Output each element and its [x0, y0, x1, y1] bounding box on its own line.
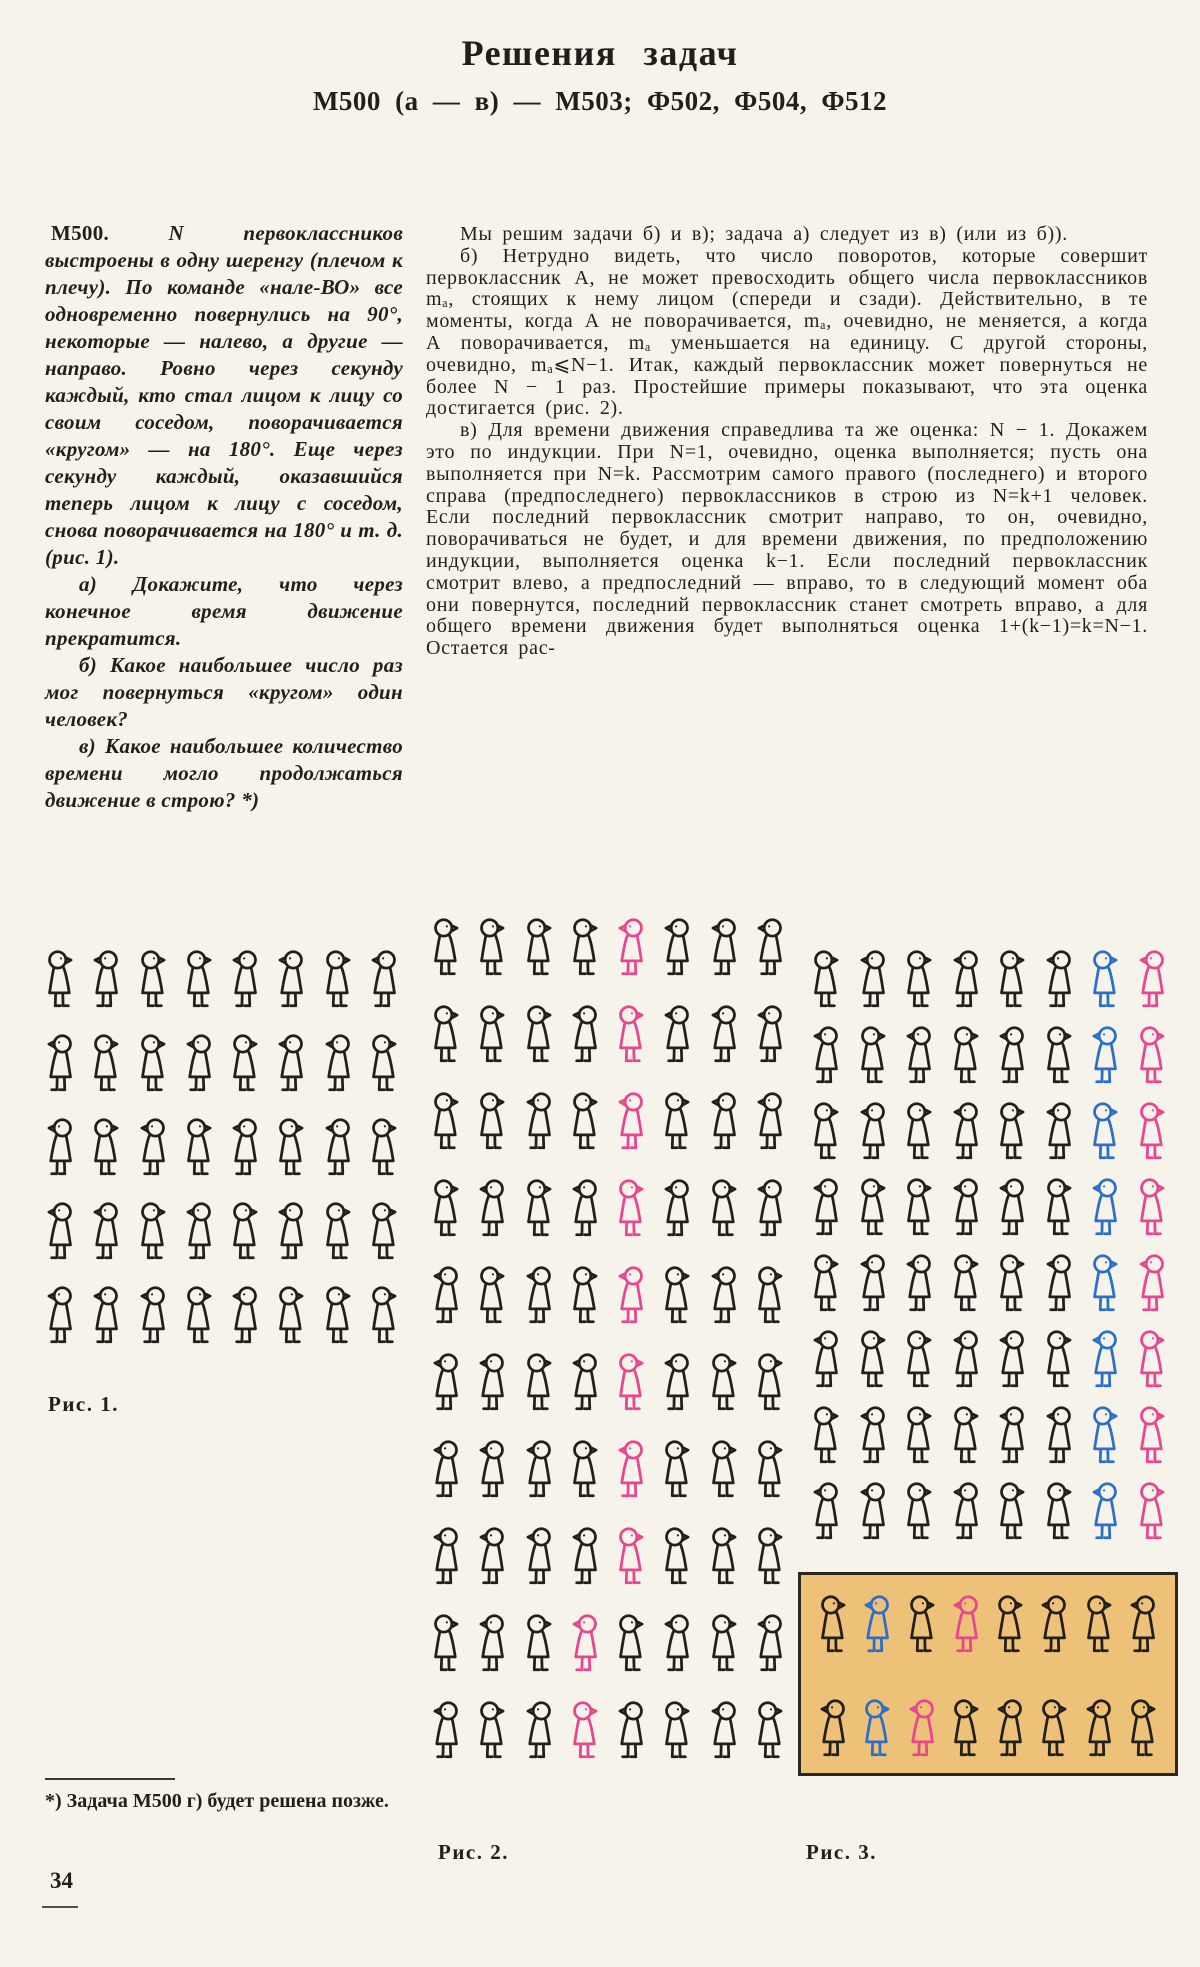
- person-icon: [519, 1177, 559, 1239]
- person-icon: [611, 1177, 651, 1239]
- figure-row: [806, 948, 1172, 1010]
- figure-row: [426, 916, 790, 978]
- person-icon: [813, 1593, 853, 1655]
- person-icon: [946, 1252, 986, 1314]
- person-icon: [426, 916, 466, 978]
- person-icon: [1034, 1697, 1074, 1759]
- person-icon: [704, 916, 744, 978]
- figure-row: [813, 1697, 1163, 1759]
- person-icon: [519, 1264, 559, 1326]
- person-icon: [565, 1351, 605, 1413]
- person-icon: [750, 1699, 790, 1761]
- person-icon: [611, 1003, 651, 1065]
- person-icon: [1034, 1593, 1074, 1655]
- person-icon: [565, 1525, 605, 1587]
- problem-part-b: б) Какое наибольшее число раз мог повернуться «кругом» один человек?: [45, 653, 403, 731]
- person-icon: [899, 1176, 939, 1238]
- person-icon: [657, 1351, 697, 1413]
- person-icon: [472, 1351, 512, 1413]
- person-icon: [1132, 948, 1172, 1010]
- problem-statement-column: [45, 220, 403, 814]
- person-icon: [750, 1177, 790, 1239]
- person-icon: [1079, 1593, 1119, 1655]
- figure-row: [426, 1003, 790, 1065]
- person-icon: [271, 1284, 311, 1346]
- person-icon: [364, 1032, 404, 1094]
- figure-row: [426, 1699, 790, 1761]
- person-icon: [992, 948, 1032, 1010]
- figure-3-highlight-box: [798, 1572, 1178, 1776]
- figure-2-grid: [426, 916, 790, 1786]
- person-icon: [750, 916, 790, 978]
- person-icon: [611, 1525, 651, 1587]
- person-icon: [565, 1177, 605, 1239]
- person-icon: [565, 1003, 605, 1065]
- person-icon: [946, 948, 986, 1010]
- person-icon: [519, 1699, 559, 1761]
- person-icon: [806, 1024, 846, 1086]
- person-icon: [611, 1438, 651, 1500]
- person-icon: [657, 1612, 697, 1674]
- person-icon: [1085, 1252, 1125, 1314]
- person-icon: [750, 1438, 790, 1500]
- person-icon: [946, 1593, 986, 1655]
- person-icon: [946, 1328, 986, 1390]
- person-icon: [750, 1264, 790, 1326]
- figure-row: [806, 1480, 1172, 1542]
- solution-paragraph: б) Нетрудно видеть, что число поворотов, которые совершит первоклассник А, не может превосходить общего числа первоклассников mₐ, стоящих к нему лицом (спереди и сзади). Действительно, в те моменты, когда А не поворачивается, mₐ, очевидно, не меняется, а когда А поворачивается, mₐ уменьшается на единицу. С другой стороны, очевидно, mₐ⩽N−1. Итак, каждый первоклассник может повернуться не более N − 1 раз. Простейшие примеры показывают, что эта оценка достигается (рис. 2).: [426, 244, 1148, 420]
- person-icon: [565, 1699, 605, 1761]
- person-icon: [611, 1090, 651, 1152]
- person-icon: [364, 1284, 404, 1346]
- person-icon: [86, 1116, 126, 1178]
- person-icon: [179, 1200, 219, 1262]
- person-icon: [472, 1177, 512, 1239]
- page-subtitle: М500 (а — в) — М503; Ф502, Ф504, Ф512: [312, 86, 888, 116]
- person-icon: [1039, 1404, 1079, 1466]
- figure-row: [40, 1032, 404, 1094]
- person-icon: [519, 1003, 559, 1065]
- person-icon: [611, 1612, 651, 1674]
- person-icon: [853, 1024, 893, 1086]
- person-icon: [179, 1284, 219, 1346]
- person-icon: [565, 1090, 605, 1152]
- person-icon: [857, 1697, 897, 1759]
- solution-paragraph: в) Для времени движения справедлива та же оценка: N − 1. Докажем это по индукции. При N=1, очевидно, оценка выполняется; пусть она выполняется при N=k. Рассмотрим самого правого (последнего) и второго справа (предпоследнего) первоклассников в строю из N=k+1 человек. Если последний первоклассник смотрит направо, то он, очевидно, поворачиваться не будет, и для времени движения, по предположению индукции, выполняется оценка k−1. Если последний первоклассник смотрит влево, а предпоследний — вправо, то в следующий момент оба они повернутся, последний первоклассник станет смотреть вправо, а для общего времени движения будет выполняться оценка 1+(k−1)=k=N−1. Остается рас-: [426, 419, 1148, 660]
- person-icon: [225, 1284, 265, 1346]
- solution-column: [426, 224, 1148, 660]
- person-icon: [946, 1480, 986, 1542]
- figure-row: [806, 1100, 1172, 1162]
- person-icon: [133, 948, 173, 1010]
- problem-label: М500.: [51, 221, 110, 245]
- person-icon: [657, 1699, 697, 1761]
- person-icon: [750, 1612, 790, 1674]
- person-icon: [853, 1252, 893, 1314]
- person-icon: [990, 1593, 1030, 1655]
- person-icon: [40, 948, 80, 1010]
- person-icon: [1123, 1697, 1163, 1759]
- person-icon: [1085, 1100, 1125, 1162]
- person-icon: [179, 1032, 219, 1094]
- person-icon: [992, 1176, 1032, 1238]
- person-icon: [853, 1176, 893, 1238]
- figure-row: [40, 1284, 404, 1346]
- person-icon: [611, 1699, 651, 1761]
- person-icon: [426, 1351, 466, 1413]
- person-icon: [1079, 1697, 1119, 1759]
- person-icon: [472, 1003, 512, 1065]
- person-icon: [1132, 1100, 1172, 1162]
- person-icon: [1085, 1176, 1125, 1238]
- person-icon: [133, 1032, 173, 1094]
- solution-paragraph: Мы решим задачи б) и в); задача а) следует из в) (или из б)).: [460, 223, 1068, 245]
- person-icon: [704, 1612, 744, 1674]
- person-icon: [472, 1525, 512, 1587]
- person-icon: [472, 1438, 512, 1500]
- person-icon: [704, 1699, 744, 1761]
- figure-row: [426, 1177, 790, 1239]
- person-icon: [40, 1032, 80, 1094]
- person-icon: [806, 1252, 846, 1314]
- person-icon: [611, 1351, 651, 1413]
- page-number: 34: [50, 1868, 73, 1893]
- person-icon: [318, 1284, 358, 1346]
- figure-2-caption: Рис. 2.: [438, 1840, 509, 1864]
- person-icon: [565, 916, 605, 978]
- person-icon: [1039, 1176, 1079, 1238]
- person-icon: [1123, 1593, 1163, 1655]
- footnote-text: *) Задача М500 г) будет решена позже.: [45, 1790, 389, 1812]
- person-icon: [857, 1593, 897, 1655]
- person-icon: [1039, 1252, 1079, 1314]
- person-icon: [519, 1090, 559, 1152]
- person-icon: [565, 1612, 605, 1674]
- person-icon: [225, 1116, 265, 1178]
- person-icon: [364, 1116, 404, 1178]
- person-icon: [992, 1480, 1032, 1542]
- person-icon: [1039, 1480, 1079, 1542]
- person-icon: [519, 1612, 559, 1674]
- person-icon: [1085, 948, 1125, 1010]
- person-icon: [364, 1200, 404, 1262]
- person-icon: [704, 1438, 744, 1500]
- person-icon: [853, 948, 893, 1010]
- person-icon: [271, 1032, 311, 1094]
- person-icon: [472, 916, 512, 978]
- person-icon: [426, 1612, 466, 1674]
- person-icon: [271, 1116, 311, 1178]
- figure-row: [40, 948, 404, 1010]
- person-icon: [271, 948, 311, 1010]
- person-icon: [133, 1116, 173, 1178]
- problem-intro: [45, 220, 403, 571]
- person-icon: [704, 1003, 744, 1065]
- person-icon: [946, 1697, 986, 1759]
- person-icon: [657, 1264, 697, 1326]
- figure-row: [806, 1328, 1172, 1390]
- person-icon: [519, 1438, 559, 1500]
- person-icon: [946, 1024, 986, 1086]
- person-icon: [519, 916, 559, 978]
- person-icon: [992, 1404, 1032, 1466]
- page-edge-mark: [42, 1906, 78, 1908]
- person-icon: [1132, 1024, 1172, 1086]
- person-icon: [704, 1177, 744, 1239]
- person-icon: [899, 1404, 939, 1466]
- person-icon: [1085, 1404, 1125, 1466]
- person-icon: [426, 1003, 466, 1065]
- person-icon: [318, 1116, 358, 1178]
- person-icon: [806, 1100, 846, 1162]
- person-icon: [1085, 1480, 1125, 1542]
- figure-row: [806, 1024, 1172, 1086]
- person-icon: [40, 1116, 80, 1178]
- person-icon: [1132, 1176, 1172, 1238]
- person-icon: [133, 1284, 173, 1346]
- person-icon: [318, 948, 358, 1010]
- figure-row: [806, 1252, 1172, 1314]
- person-icon: [992, 1024, 1032, 1086]
- person-icon: [992, 1100, 1032, 1162]
- figure-row: [806, 1176, 1172, 1238]
- person-icon: [1085, 1328, 1125, 1390]
- person-icon: [657, 1003, 697, 1065]
- person-icon: [519, 1525, 559, 1587]
- problem-part-a: а) Докажите, что через конечное время движение прекратится.: [45, 572, 403, 650]
- person-icon: [86, 1200, 126, 1262]
- figure-row: [426, 1438, 790, 1500]
- person-icon: [472, 1612, 512, 1674]
- problem-intro-text: N первоклассников выстроены в одну шеренгу (плечом к плечу). По команде «нале-ВО» все одновременно повернулись на 90°, некоторые — налево, а другие — направо. Ровно через секунду каждый, кто стал лицом к лицу со своим соседом, поворачивается «кругом» — на 180°. Еще через секунду каждый, оказавшийся теперь лицом к лицу с соседом, снова поворачивается на 180° и т. д. (рис. 1).: [45, 221, 403, 569]
- person-icon: [1039, 1328, 1079, 1390]
- figure-row: [426, 1090, 790, 1152]
- person-icon: [806, 948, 846, 1010]
- person-icon: [1039, 1024, 1079, 1086]
- person-icon: [853, 1404, 893, 1466]
- person-icon: [899, 1252, 939, 1314]
- person-icon: [426, 1177, 466, 1239]
- figure-row: [813, 1593, 1163, 1655]
- person-icon: [946, 1100, 986, 1162]
- person-icon: [133, 1200, 173, 1262]
- page-title: Решения задач: [461, 33, 739, 73]
- person-icon: [657, 1438, 697, 1500]
- person-icon: [806, 1480, 846, 1542]
- person-icon: [225, 1032, 265, 1094]
- figure-row: [426, 1351, 790, 1413]
- person-icon: [225, 948, 265, 1010]
- person-icon: [1132, 1252, 1172, 1314]
- person-icon: [990, 1697, 1030, 1759]
- person-icon: [565, 1264, 605, 1326]
- person-icon: [179, 948, 219, 1010]
- person-icon: [946, 1404, 986, 1466]
- person-icon: [472, 1699, 512, 1761]
- person-icon: [426, 1264, 466, 1326]
- person-icon: [853, 1100, 893, 1162]
- person-icon: [657, 916, 697, 978]
- figure-1-caption: Рис. 1.: [48, 1392, 119, 1416]
- footnote: [45, 1778, 401, 1814]
- person-icon: [611, 916, 651, 978]
- problem-part-v: в) Какое наибольшее количество времени могло продолжаться движение в строю? *): [45, 734, 403, 812]
- person-icon: [657, 1090, 697, 1152]
- person-icon: [1132, 1328, 1172, 1390]
- person-icon: [992, 1252, 1032, 1314]
- person-icon: [318, 1200, 358, 1262]
- person-icon: [704, 1090, 744, 1152]
- person-icon: [1085, 1024, 1125, 1086]
- person-icon: [806, 1328, 846, 1390]
- footnote-rule: [45, 1778, 175, 1780]
- person-icon: [611, 1264, 651, 1326]
- person-icon: [899, 948, 939, 1010]
- person-icon: [750, 1351, 790, 1413]
- person-icon: [364, 948, 404, 1010]
- person-icon: [318, 1032, 358, 1094]
- person-icon: [806, 1176, 846, 1238]
- person-icon: [806, 1404, 846, 1466]
- person-icon: [704, 1525, 744, 1587]
- person-icon: [271, 1200, 311, 1262]
- figure-row: [806, 1404, 1172, 1466]
- person-icon: [899, 1328, 939, 1390]
- person-icon: [853, 1480, 893, 1542]
- person-icon: [86, 1032, 126, 1094]
- figure-row: [426, 1612, 790, 1674]
- person-icon: [426, 1699, 466, 1761]
- person-icon: [899, 1024, 939, 1086]
- person-icon: [40, 1200, 80, 1262]
- person-icon: [86, 1284, 126, 1346]
- figure-row: [426, 1264, 790, 1326]
- person-icon: [899, 1100, 939, 1162]
- person-icon: [899, 1480, 939, 1542]
- person-icon: [750, 1090, 790, 1152]
- person-icon: [472, 1090, 512, 1152]
- person-icon: [472, 1264, 512, 1326]
- person-icon: [1132, 1404, 1172, 1466]
- person-icon: [704, 1264, 744, 1326]
- figure-1-grid: [40, 948, 404, 1368]
- person-icon: [704, 1351, 744, 1413]
- person-icon: [86, 948, 126, 1010]
- figure-3-grid: [806, 948, 1172, 1556]
- person-icon: [519, 1351, 559, 1413]
- figure-row: [426, 1525, 790, 1587]
- person-icon: [1039, 1100, 1079, 1162]
- person-icon: [1132, 1480, 1172, 1542]
- person-icon: [426, 1525, 466, 1587]
- person-icon: [946, 1176, 986, 1238]
- person-icon: [565, 1438, 605, 1500]
- person-icon: [657, 1177, 697, 1239]
- figure-row: [40, 1116, 404, 1178]
- person-icon: [225, 1200, 265, 1262]
- person-icon: [813, 1697, 853, 1759]
- person-icon: [902, 1697, 942, 1759]
- person-icon: [750, 1003, 790, 1065]
- person-icon: [902, 1593, 942, 1655]
- person-icon: [750, 1525, 790, 1587]
- figure-3-caption: Рис. 3.: [806, 1840, 877, 1864]
- person-icon: [426, 1090, 466, 1152]
- person-icon: [40, 1284, 80, 1346]
- person-icon: [992, 1328, 1032, 1390]
- person-icon: [853, 1328, 893, 1390]
- figure-row: [40, 1200, 404, 1262]
- person-icon: [426, 1438, 466, 1500]
- person-icon: [179, 1116, 219, 1178]
- person-icon: [1039, 948, 1079, 1010]
- person-icon: [657, 1525, 697, 1587]
